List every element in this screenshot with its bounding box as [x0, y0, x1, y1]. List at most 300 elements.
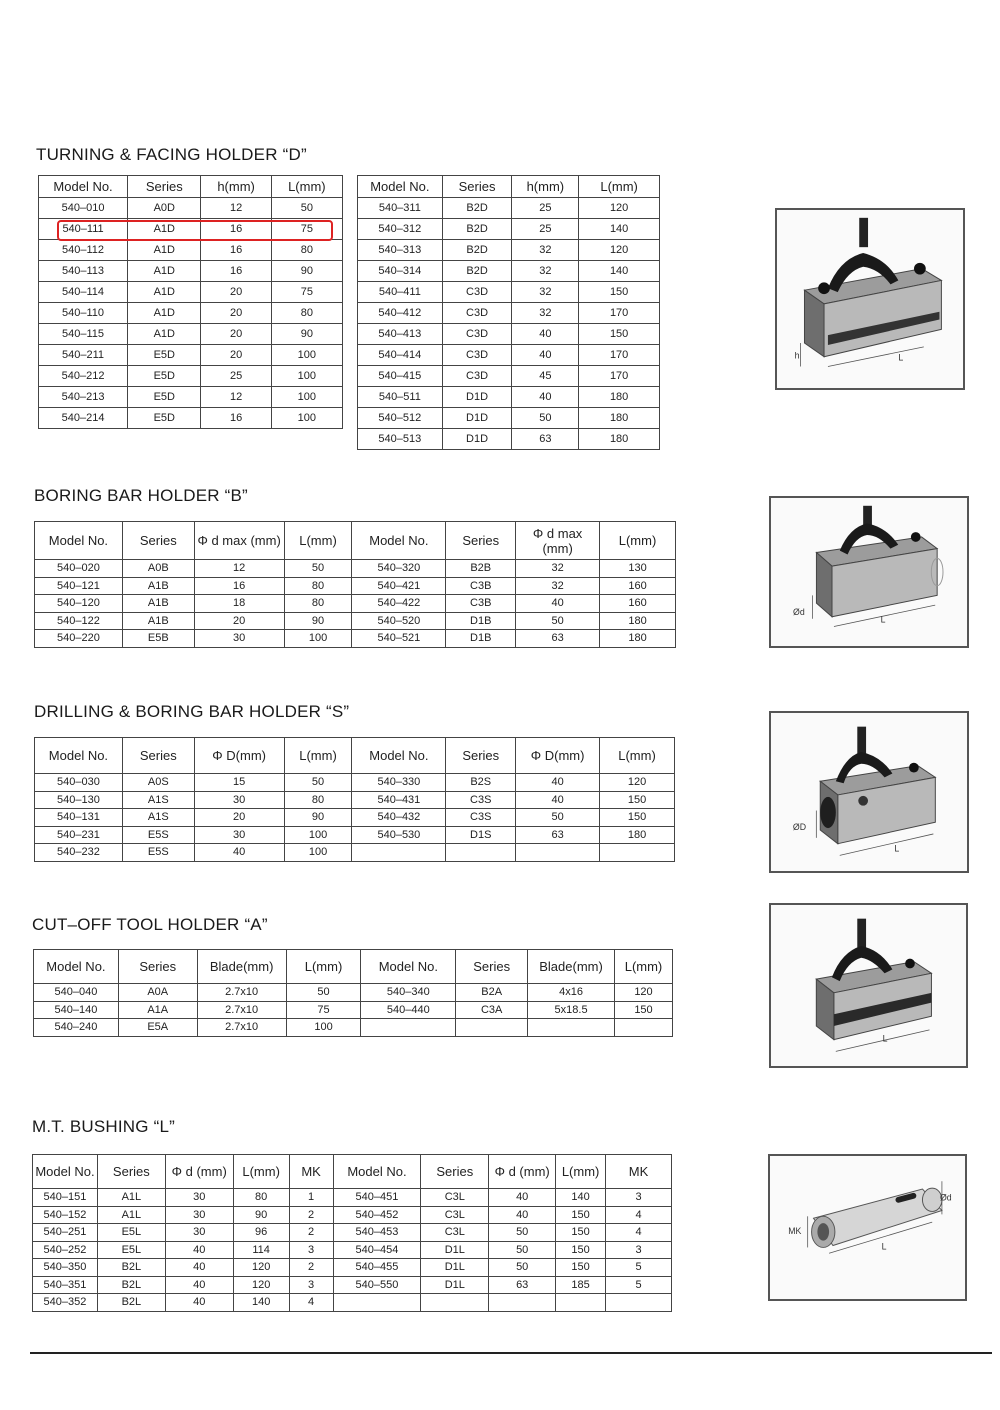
table-cell: 25	[512, 219, 579, 240]
table-cell: A1B	[122, 612, 194, 630]
photo-label-L: L	[882, 1033, 888, 1044]
table-cell: 540–214	[39, 408, 128, 429]
column-header: Series	[128, 176, 201, 198]
column-header: MK	[289, 1155, 333, 1189]
table-cell: A1D	[128, 240, 201, 261]
table-cell: B2L	[97, 1294, 165, 1312]
table-cell: B2L	[97, 1276, 165, 1294]
table-cell: 80	[271, 240, 342, 261]
table-row	[39, 366, 343, 387]
table-cell: 75	[286, 1001, 361, 1019]
photo-label-L: L	[894, 843, 900, 854]
table-row	[35, 595, 676, 613]
table-cell: 50	[284, 774, 352, 792]
table-cell: 100	[284, 826, 352, 844]
table-cell: 150	[600, 791, 675, 809]
table-cell: 540–020	[35, 560, 123, 578]
table-cell: 540–422	[352, 595, 446, 613]
table-cell: 2	[289, 1259, 333, 1277]
table-cell: 30	[165, 1206, 233, 1224]
table-cell: 90	[284, 612, 352, 630]
table-cell	[528, 1019, 615, 1037]
table-cell: 40	[165, 1259, 233, 1277]
table-cell: 4	[606, 1224, 672, 1242]
table-cell: 540–511	[358, 387, 443, 408]
table-cell: 150	[615, 1001, 673, 1019]
table-cell: 40	[489, 1206, 556, 1224]
column-header: Blade(mm)	[197, 950, 286, 984]
table-cell: 18	[194, 595, 284, 613]
table-cell: C3D	[442, 345, 512, 366]
column-header: Series	[446, 738, 516, 774]
table-cell: 20	[194, 612, 284, 630]
photo-label-od: Ød	[939, 1192, 952, 1203]
table-cell: 540–112	[39, 240, 128, 261]
table-cell: 540–220	[35, 630, 123, 648]
table-row	[39, 345, 343, 366]
table-cell: 2.7x10	[197, 984, 286, 1002]
column-header: Series	[122, 738, 194, 774]
table-cell: E5A	[118, 1019, 197, 1037]
table-cell: B2A	[456, 984, 528, 1002]
photo-label-L: L	[880, 614, 886, 625]
section-title-mt-bushing: M.T. BUSHING “L”	[32, 1117, 175, 1136]
table-row	[358, 240, 660, 261]
table-cell: 50	[516, 809, 600, 827]
column-header: L(mm)	[600, 522, 676, 560]
table-cell: 540–451	[333, 1189, 421, 1207]
table-cell: E5B	[122, 630, 194, 648]
table-cell: 20	[201, 303, 271, 324]
table-cell: 40	[516, 774, 600, 792]
table-cell: 12	[201, 387, 271, 408]
table-cell	[333, 1294, 421, 1312]
table-row	[35, 844, 675, 862]
table-cell: 3	[606, 1241, 672, 1259]
table-cell: 30	[194, 630, 284, 648]
table-cell: 16	[201, 219, 271, 240]
table-cell: 540–130	[35, 791, 123, 809]
table-row	[39, 303, 343, 324]
boring-bar-holder-photo	[769, 496, 969, 648]
table-cell: 140	[579, 261, 660, 282]
table-cell: E5D	[128, 387, 201, 408]
table-row	[33, 1294, 672, 1312]
table-cell: C3L	[421, 1189, 489, 1207]
table-cell: 16	[194, 577, 284, 595]
table-row	[35, 826, 675, 844]
table-cell: E5L	[97, 1241, 165, 1259]
table-cell: 100	[284, 844, 352, 862]
table-cell: 30	[165, 1224, 233, 1242]
table-cell: 5x18.5	[528, 1001, 615, 1019]
table-cell: 50	[284, 560, 352, 578]
photo-label-MK: MK	[788, 1225, 802, 1236]
column-header: Series	[97, 1155, 165, 1189]
table-cell: 50	[489, 1224, 556, 1242]
table-cell: 50	[512, 408, 579, 429]
table-cell: 40	[516, 791, 600, 809]
table-cell: A1S	[122, 791, 194, 809]
table-cell: 540–131	[35, 809, 123, 827]
table-row	[34, 984, 673, 1002]
column-header: Model No.	[361, 950, 456, 984]
photo-label-od: Ød	[793, 606, 805, 617]
table-cell	[556, 1294, 606, 1312]
table-cell: 63	[489, 1276, 556, 1294]
table-cell: 180	[600, 612, 676, 630]
table-row	[358, 408, 660, 429]
table-row	[33, 1189, 672, 1207]
table-cell: 540–010	[39, 198, 128, 219]
table-cell: 120	[233, 1259, 289, 1277]
column-header: MK	[606, 1155, 672, 1189]
table-cell: 120	[233, 1276, 289, 1294]
table-cell: 120	[615, 984, 673, 1002]
mt-bushing-photo	[768, 1154, 967, 1301]
table-cell: 3	[289, 1241, 333, 1259]
table-cell: E5S	[122, 844, 194, 862]
mt-bushing-table	[32, 1154, 672, 1312]
table-cell: 63	[516, 630, 600, 648]
table-cell: D1D	[442, 387, 512, 408]
table-cell: 25	[201, 366, 271, 387]
turning-facing-holder-table-right	[357, 175, 660, 450]
table-cell: 540–521	[352, 630, 446, 648]
table-cell	[489, 1294, 556, 1312]
column-header: Series	[421, 1155, 489, 1189]
table-cell: 32	[516, 577, 600, 595]
table-cell: 540–121	[35, 577, 123, 595]
table-cell: C3A	[456, 1001, 528, 1019]
table-cell: A1D	[128, 219, 201, 240]
table-row	[39, 261, 343, 282]
table-cell: 5	[606, 1276, 672, 1294]
cut-off-tool-holder-table	[33, 949, 673, 1037]
column-header: Series	[446, 522, 516, 560]
table-cell: 540–412	[358, 303, 443, 324]
table-cell: 540–454	[333, 1241, 421, 1259]
column-header: Φ D(mm)	[516, 738, 600, 774]
table-cell: E5L	[97, 1224, 165, 1242]
table-cell: 80	[284, 791, 352, 809]
table-cell: 32	[512, 303, 579, 324]
table-row	[33, 1206, 672, 1224]
table-cell: A0A	[118, 984, 197, 1002]
table-cell: 20	[194, 809, 284, 827]
table-cell: A0D	[128, 198, 201, 219]
table-cell: 540–320	[352, 560, 446, 578]
table-cell: 3	[289, 1276, 333, 1294]
table-cell: 1	[289, 1189, 333, 1207]
table-cell: C3D	[442, 324, 512, 345]
table-cell: 540–352	[33, 1294, 98, 1312]
table-cell: 140	[579, 219, 660, 240]
table-cell: 32	[512, 261, 579, 282]
drilling-boring-bar-holder-photo	[769, 711, 969, 873]
table-cell: 32	[516, 560, 600, 578]
table-cell: 100	[271, 345, 342, 366]
table-cell: 12	[194, 560, 284, 578]
column-header: Φ d max (mm)	[194, 522, 284, 560]
table-cell: 40	[165, 1294, 233, 1312]
table-row	[39, 324, 343, 345]
table-cell: 540–231	[35, 826, 123, 844]
table-cell: 540–122	[35, 612, 123, 630]
table-cell: C3D	[442, 282, 512, 303]
table-cell: 540–151	[33, 1189, 98, 1207]
table-cell: 540–415	[358, 366, 443, 387]
table-cell: 185	[556, 1276, 606, 1294]
table-cell: 540–413	[358, 324, 443, 345]
turning-facing-holder-table-left	[38, 175, 343, 429]
column-header: Model No.	[352, 522, 446, 560]
photo-label-oD: ØD	[792, 822, 807, 833]
table-cell: 540–040	[34, 984, 119, 1002]
table-cell: 16	[201, 261, 271, 282]
table-cell: 540–211	[39, 345, 128, 366]
column-header: Series	[122, 522, 194, 560]
table-cell: 130	[600, 560, 676, 578]
table-cell: B2D	[442, 198, 512, 219]
table-cell: 50	[489, 1241, 556, 1259]
table-cell: 540–414	[358, 345, 443, 366]
table-row	[358, 345, 660, 366]
table-cell: 90	[271, 324, 342, 345]
table-cell	[352, 844, 446, 862]
table-cell: 4x16	[528, 984, 615, 1002]
column-header: Φ d (mm)	[489, 1155, 556, 1189]
table-cell: E5D	[128, 345, 201, 366]
table-row	[358, 303, 660, 324]
table-cell: 75	[271, 219, 342, 240]
column-header: L(mm)	[600, 738, 675, 774]
column-header: L(mm)	[579, 176, 660, 198]
table-cell: 2	[289, 1206, 333, 1224]
table-row	[33, 1276, 672, 1294]
table-cell: 180	[579, 387, 660, 408]
table-cell: A1L	[97, 1189, 165, 1207]
table-cell: A0S	[122, 774, 194, 792]
table-cell: 150	[556, 1259, 606, 1277]
table-cell: A1D	[128, 303, 201, 324]
table-cell: 50	[516, 612, 600, 630]
table-cell: D1L	[421, 1276, 489, 1294]
table-cell: 540–431	[352, 791, 446, 809]
table-row	[39, 282, 343, 303]
table-row	[35, 791, 675, 809]
column-header: Model No.	[333, 1155, 421, 1189]
drilling-boring-bar-holder-table	[34, 737, 675, 862]
table-cell: D1B	[446, 630, 516, 648]
table-cell: 3	[606, 1189, 672, 1207]
column-header: h(mm)	[201, 176, 271, 198]
table-cell: 180	[600, 826, 675, 844]
column-header: Model No.	[35, 522, 123, 560]
table-cell: C3D	[442, 303, 512, 324]
table-cell	[456, 1019, 528, 1037]
table-cell: 170	[579, 366, 660, 387]
table-cell: 180	[579, 429, 660, 450]
table-row	[34, 1019, 673, 1037]
table-cell: 540–115	[39, 324, 128, 345]
section-title-boring-bar-holder: BORING BAR HOLDER “B”	[34, 486, 248, 505]
table-cell: 80	[284, 577, 352, 595]
table-cell: 80	[271, 303, 342, 324]
table-cell: C3L	[421, 1206, 489, 1224]
table-cell: A1D	[128, 282, 201, 303]
highlight-mark-540-111	[57, 220, 333, 241]
table-cell: 540–111	[39, 219, 128, 240]
column-header: L(mm)	[286, 950, 361, 984]
table-cell: 90	[271, 261, 342, 282]
section-title-turning-facing-holder: TURNING & FACING HOLDER “D”	[36, 145, 307, 164]
table-cell: 540–152	[33, 1206, 98, 1224]
table-cell: 540–350	[33, 1259, 98, 1277]
table-cell: D1L	[421, 1259, 489, 1277]
table-cell: 100	[271, 366, 342, 387]
table-row	[34, 1001, 673, 1019]
table-cell: 540–213	[39, 387, 128, 408]
table-cell: 20	[201, 345, 271, 366]
table-cell: 540–311	[358, 198, 443, 219]
table-cell: 540–432	[352, 809, 446, 827]
photo-label-L: L	[881, 1241, 887, 1252]
table-cell: C3S	[446, 809, 516, 827]
table-cell: 150	[579, 324, 660, 345]
table-cell: 540–421	[352, 577, 446, 595]
table-cell: 20	[201, 282, 271, 303]
table-row	[33, 1241, 672, 1259]
table-cell: A1A	[118, 1001, 197, 1019]
table-cell: 4	[606, 1206, 672, 1224]
table-cell: A1B	[122, 595, 194, 613]
table-row	[35, 560, 676, 578]
turning-facing-holder-photo	[775, 208, 965, 390]
table-cell: 150	[556, 1224, 606, 1242]
table-cell: 2	[289, 1224, 333, 1242]
table-cell: 50	[286, 984, 361, 1002]
table-cell: 540–530	[352, 826, 446, 844]
table-row	[35, 630, 676, 648]
table-cell: C3D	[442, 366, 512, 387]
table-row	[358, 198, 660, 219]
table-cell: A1L	[97, 1206, 165, 1224]
table-row	[35, 612, 676, 630]
table-cell: 540–252	[33, 1241, 98, 1259]
table-cell: A0B	[122, 560, 194, 578]
table-cell: 140	[556, 1189, 606, 1207]
table-cell: 90	[233, 1206, 289, 1224]
column-header: Blade(mm)	[528, 950, 615, 984]
column-header: L(mm)	[284, 738, 352, 774]
table-cell	[361, 1019, 456, 1037]
table-cell: E5D	[128, 366, 201, 387]
table-cell: 12	[201, 198, 271, 219]
table-cell	[446, 844, 516, 862]
table-row	[39, 198, 343, 219]
table-cell: 120	[579, 198, 660, 219]
table-cell: 160	[600, 595, 676, 613]
table-cell: 540–110	[39, 303, 128, 324]
table-cell	[600, 844, 675, 862]
table-cell: 100	[284, 630, 352, 648]
column-header: Model No.	[358, 176, 443, 198]
table-cell: D1S	[446, 826, 516, 844]
cut-off-tool-holder-photo	[769, 903, 968, 1068]
table-row	[358, 219, 660, 240]
table-cell: 540–313	[358, 240, 443, 261]
table-row	[35, 774, 675, 792]
column-header: L(mm)	[284, 522, 352, 560]
table-cell: 30	[194, 826, 284, 844]
table-cell: 540–114	[39, 282, 128, 303]
column-header: Model No.	[35, 738, 123, 774]
column-header: Series	[442, 176, 512, 198]
table-cell: 540–351	[33, 1276, 98, 1294]
table-cell: 540–312	[358, 219, 443, 240]
table-cell	[606, 1294, 672, 1312]
table-cell: 150	[556, 1206, 606, 1224]
column-header: h(mm)	[512, 176, 579, 198]
table-cell: 120	[600, 774, 675, 792]
table-row	[39, 408, 343, 429]
table-cell: 5	[606, 1259, 672, 1277]
column-header: L(mm)	[233, 1155, 289, 1189]
column-header: L(mm)	[271, 176, 342, 198]
table-cell: 540–314	[358, 261, 443, 282]
table-cell	[516, 844, 600, 862]
table-cell: 40	[512, 345, 579, 366]
table-row	[39, 240, 343, 261]
table-cell: 25	[512, 198, 579, 219]
table-cell: 32	[512, 240, 579, 261]
table-cell: 40	[165, 1276, 233, 1294]
table-cell: 96	[233, 1224, 289, 1242]
table-cell: 45	[512, 366, 579, 387]
photo-label-h: h	[794, 350, 800, 361]
table-cell	[421, 1294, 489, 1312]
table-cell: 180	[579, 408, 660, 429]
column-header: L(mm)	[556, 1155, 606, 1189]
table-row	[35, 809, 675, 827]
table-cell: 75	[271, 282, 342, 303]
table-cell: C3S	[446, 791, 516, 809]
column-header: Φ d max (mm)	[516, 522, 600, 560]
table-cell: 120	[579, 240, 660, 261]
column-header: L(mm)	[615, 950, 673, 984]
table-cell: 100	[271, 387, 342, 408]
table-cell: 170	[579, 303, 660, 324]
table-cell: E5D	[128, 408, 201, 429]
table-cell: 90	[284, 809, 352, 827]
table-cell: 540–330	[352, 774, 446, 792]
table-cell: 540–113	[39, 261, 128, 282]
column-header: Series	[456, 950, 528, 984]
table-cell: 15	[194, 774, 284, 792]
table-cell: A1D	[128, 261, 201, 282]
table-cell: 540–212	[39, 366, 128, 387]
table-row	[358, 366, 660, 387]
table-cell: 114	[233, 1241, 289, 1259]
table-row	[33, 1259, 672, 1277]
table-cell: 80	[284, 595, 352, 613]
table-cell: 540–513	[358, 429, 443, 450]
table-cell: 2.7x10	[197, 1001, 286, 1019]
table-cell: 40	[489, 1189, 556, 1207]
table-cell: 540–455	[333, 1259, 421, 1277]
table-cell: 40	[165, 1241, 233, 1259]
